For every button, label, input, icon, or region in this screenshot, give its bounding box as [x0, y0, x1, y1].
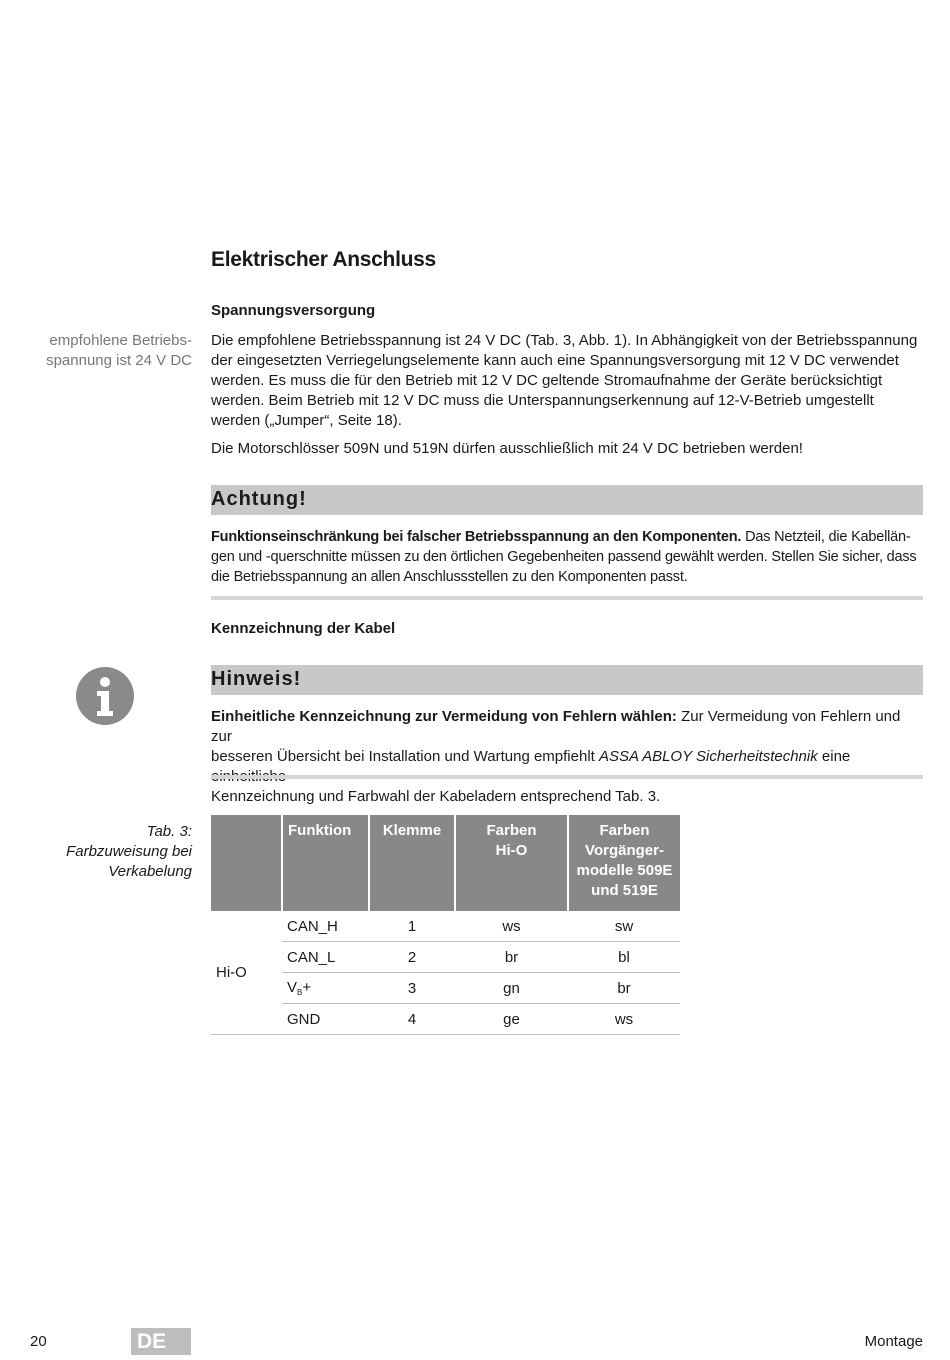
table-caption	[30, 822, 192, 882]
cable-color-table	[211, 815, 680, 1035]
group-label: Hi-O	[211, 911, 282, 1035]
note-bar	[211, 665, 923, 695]
text-line: Kennzeichnung und Farbwahl der Kabeladern entsprechend Tab. 3.	[211, 788, 661, 805]
margin-note-line: spannung ist 24 V DC	[46, 352, 192, 369]
section-name: Montage	[864, 1333, 923, 1350]
cell-vorgaenger: sw	[568, 911, 680, 942]
company-name: ASSA ABLOY Sicherheitstechnik	[599, 748, 818, 765]
subheading-spannungsversorgung: Spannungsversorgung	[211, 302, 376, 319]
warning-bar	[211, 485, 923, 515]
warning-label: Achtung!	[211, 488, 307, 510]
cell-funktion: GND	[282, 1004, 369, 1035]
caption-line: Farbzuweisung bei	[66, 843, 192, 860]
text-line	[211, 527, 923, 547]
cell-hio: br	[455, 942, 568, 973]
note-label: Hinweis!	[211, 668, 302, 690]
text-fragment: besseren Übersicht bei Installation und Wartung empfiehlt	[211, 748, 599, 765]
cell-klemme: 2	[369, 942, 455, 973]
text-line: der eingesetzten Verriegelungselemente kann auch eine Spannungsversorgung mit 12 V DC verwendet	[211, 352, 899, 369]
text-line	[211, 707, 923, 747]
text-line: gen und -querschnitte müssen zu den örtlichen Gegebenheiten passend gewählt werden. Stellen Sie sicher, dass	[211, 549, 917, 565]
header-farben-vorgaenger	[568, 815, 680, 911]
header-line: Vorgänger-	[585, 842, 664, 859]
cell-klemme: 3	[369, 973, 455, 1004]
warning-bold-lead: Funktionseinschränkung bei falscher Betriebsspannung an den Komponenten.	[211, 529, 742, 545]
subheading-kennzeichnung: Kennzeichnung der Kabel	[211, 620, 396, 637]
cell-vorgaenger: bl	[568, 942, 680, 973]
text-fragment: eine	[821, 748, 851, 765]
cell-hio: ws	[455, 911, 568, 942]
cell-vorgaenger: ws	[568, 1004, 680, 1035]
table-row	[211, 942, 680, 973]
cell-hio: gn	[455, 973, 568, 1004]
note-text	[211, 707, 923, 807]
table-row	[211, 1004, 680, 1035]
header-empty	[211, 815, 282, 911]
subscript: B	[297, 988, 303, 997]
text-fragment: +	[302, 979, 312, 996]
warning-divider	[211, 596, 923, 600]
text-line: werden. Es muss die für den Betrieb mit 12 V DC geltende Stromaufnahme der Geräte berücksichtigt	[211, 372, 883, 389]
margin-note	[30, 331, 192, 371]
text-line: werden. Beim Betrieb mit 12 V DC muss die Unterspannungserkennung auf 12-V-Betrieb umgestellt	[211, 392, 874, 409]
cell-funktion: CAN_H	[282, 911, 369, 942]
table-row	[211, 911, 680, 942]
paragraph-motor-locks: Die Motorschlösser 509N und 519N dürfen ausschließlich mit 24 V DC betrieben werden!	[211, 440, 803, 457]
text-line: werden („Jumper“, Seite 18).	[211, 412, 402, 429]
header-line: und 519E	[591, 882, 658, 899]
paragraph-voltage	[211, 331, 923, 431]
text-line	[211, 747, 923, 787]
cell-funktion	[282, 973, 369, 1004]
caption-line: Tab. 3:	[146, 823, 192, 840]
margin-note-line: empfohlene Betriebs-	[49, 332, 192, 349]
header-line: modelle 509E	[576, 862, 673, 879]
text-line: die Betriebsspannung an allen Anschlussstellen zu den Komponenten passt.	[211, 569, 688, 585]
note-bold-lead: Einheitliche Kennzeichnung zur Vermeidung von Fehlern wählen:	[211, 708, 677, 725]
language-badge: DE	[131, 1328, 191, 1355]
note-divider	[211, 775, 923, 779]
cell-hio: ge	[455, 1004, 568, 1035]
text-fragment: Das Netzteil, die Kabellän-	[741, 529, 911, 545]
table-header-row	[211, 815, 680, 911]
header-line: Farben	[599, 822, 650, 839]
header-funktion: Funktion	[282, 815, 369, 911]
page-number: 20	[30, 1333, 47, 1350]
page-title: Elektrischer Anschluss	[211, 248, 436, 271]
table-row	[211, 973, 680, 1004]
header-line: Farben	[486, 822, 537, 839]
warning-text	[211, 527, 923, 587]
caption-line: Verkabelung	[108, 863, 192, 880]
cell-funktion: CAN_L	[282, 942, 369, 973]
text-fragment: V	[287, 979, 298, 996]
header-farben-hio	[455, 815, 568, 911]
cell-klemme: 4	[369, 1004, 455, 1035]
text-fragment: Zur Vermeidung von Fehlern und zur	[211, 708, 901, 745]
info-icon	[76, 667, 134, 725]
text-line: Die empfohlene Betriebsspannung ist 24 V DC (Tab. 3, Abb. 1). In Abhängigkeit von der Betriebsspannung	[211, 332, 918, 349]
cell-vorgaenger: br	[568, 973, 680, 1004]
header-klemme: Klemme	[369, 815, 455, 911]
header-line: Hi-O	[495, 842, 528, 859]
cell-klemme: 1	[369, 911, 455, 942]
